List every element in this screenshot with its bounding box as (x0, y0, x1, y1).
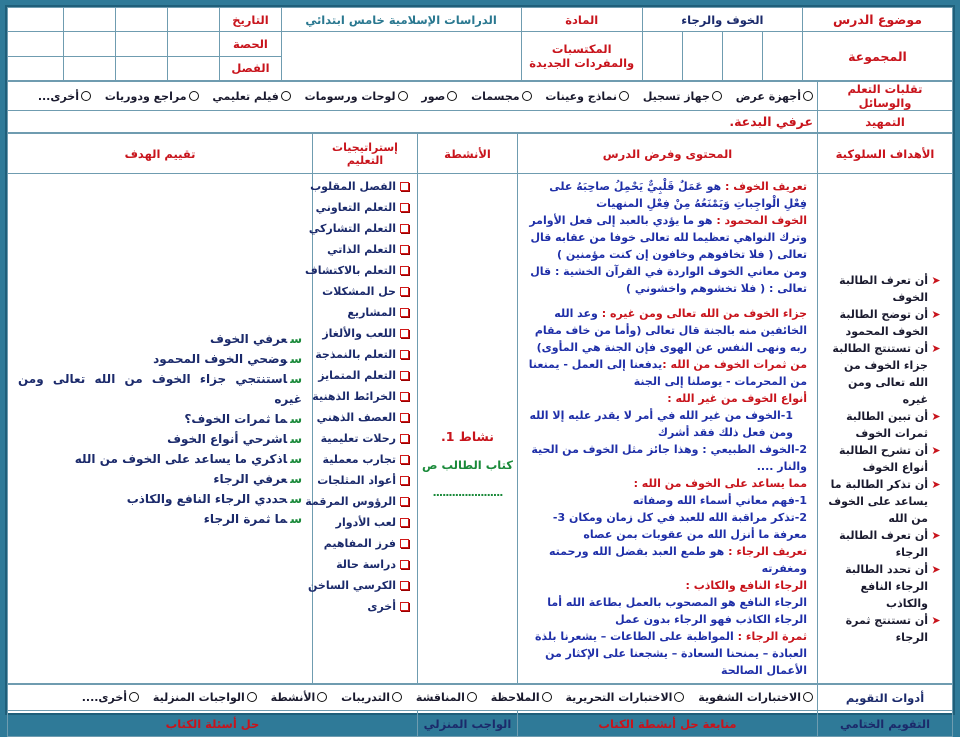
reward-title: جزاء الخوف من الله تعالى ومن غيره : (601, 307, 807, 320)
intro-label: التمهيد (818, 111, 953, 133)
evaluation-item: سعرفي الخوف (210, 331, 302, 346)
strategy-item[interactable]: الرؤوس المرقمة (321, 491, 409, 512)
date-cell-3[interactable] (63, 8, 115, 32)
help-2: 2-تذكر مراقبة الله للعبد في كل زمان ومكان 3-معرفة ما أنزل الله من عقوبات بمن عصاه (552, 511, 807, 541)
tool-option[interactable]: صور (421, 90, 457, 103)
header-table (7, 7, 953, 81)
arrow-icon: ➤ (931, 443, 941, 457)
checkbox-icon[interactable] (400, 455, 409, 464)
date-cell-2[interactable] (115, 8, 167, 32)
checkbox-icon[interactable] (400, 350, 409, 359)
strategy-item[interactable]: رحلات تعليمية (321, 428, 409, 449)
evaluation-item: ساشرحي أنواع الخوف (167, 431, 302, 446)
strategy-item[interactable]: لعب الأدوار (321, 512, 409, 533)
radio-icon (522, 91, 532, 101)
evaluation-item: سوضحي الخوف المحمود (153, 351, 302, 366)
evaluation-item: سما ثمرات الخوف؟ (184, 411, 302, 426)
praised-fear-text: هو ما يؤدي بالعبد إلى فعل الأوامر وترك النواهي تعظيما لله تعالى خوفا من عقابه قال تعالى ( فلا تخافوهم وخافون إن كنت مؤمنين ) (529, 214, 807, 261)
praised-fear-title: الخوف المحمود : (716, 214, 807, 227)
fear-type-1: 1-الخوف من غير الله في أمر لا يقدر عليه إلا الله ومن فعل ذلك فقد أشرك (529, 409, 793, 439)
col-evaluation-header: تقييم الهدف (8, 134, 313, 174)
radio-icon (803, 692, 813, 702)
date-cell-1[interactable] (168, 8, 220, 32)
radio-icon (317, 692, 327, 702)
tool-option[interactable]: مجسمات (471, 90, 532, 103)
arrow-icon: ➤ (931, 613, 941, 627)
strategy-item[interactable]: المشاريع (321, 302, 409, 323)
checkbox-icon[interactable] (400, 602, 409, 611)
final-eval-label: التقويم الختامي (818, 711, 953, 737)
goal-item: ➤ أن تعرف الطالبة الخوف (826, 272, 944, 306)
page-dots[interactable]: ...................... (432, 485, 503, 499)
checkbox-icon[interactable] (400, 581, 409, 590)
goal-item: ➤ أن تستنتج الطالبة جزاء الخوف من الله تعالى ومن غيره (826, 340, 944, 408)
lesson-topic-label: موضوع الدرس (802, 8, 952, 32)
radio-icon (398, 91, 408, 101)
strategy-item[interactable]: التعلم بالنمذجة (321, 344, 409, 365)
class-cell-2[interactable] (115, 56, 167, 80)
student-book-page: كتاب الطالب ص (421, 457, 513, 472)
col-activities-header: الأنشطة (418, 134, 518, 174)
radio-icon (247, 692, 257, 702)
period-cell-4[interactable] (8, 32, 64, 56)
strategy-item[interactable]: التعلم بالاكتشاف (321, 260, 409, 281)
arrow-icon: ➤ (931, 528, 941, 542)
activity-label: نشاط 1. (441, 428, 494, 444)
arrow-icon: ➤ (931, 341, 941, 355)
assessment-tools-options (8, 685, 818, 711)
period-cell-1[interactable] (168, 32, 220, 56)
arrow-icon: ➤ (931, 307, 941, 321)
radio-icon (674, 692, 684, 702)
tool-option[interactable]: أجهزة عرض (736, 90, 813, 103)
assessment-option[interactable]: الاختبارات التحريرية (566, 691, 685, 704)
class-cell-3[interactable] (63, 56, 115, 80)
arrow-icon: ➤ (931, 477, 941, 491)
fruits-text: يدفعنا إلى العمل - يمنعنا من المحرمات - يوصلنا إلى الجنة (528, 358, 807, 388)
tools-options (8, 82, 818, 111)
hope-types-title: الرجاء النافع والكاذب : (685, 579, 807, 592)
class-cell-1[interactable] (168, 56, 220, 80)
checkbox-icon[interactable] (400, 413, 409, 422)
radio-icon (467, 692, 477, 702)
evaluation-item: سما ثمرة الرجاء (203, 511, 302, 526)
goal-item: ➤ أن تحدد الطالبة الرجاء النافع والكاذب (826, 561, 944, 612)
strategy-item[interactable]: تجارب معملية (321, 449, 409, 470)
checkbox-icon[interactable] (400, 329, 409, 338)
strategy-item[interactable]: الفصل المقلوب (321, 176, 409, 197)
evaluation-list (12, 329, 308, 529)
arrow-icon: ➤ (931, 409, 941, 423)
footer-table (7, 684, 953, 737)
class-label: الفصل (220, 56, 281, 80)
assessment-option[interactable]: الواجبات المنزلية (153, 691, 257, 704)
strategy-item[interactable]: التعلم التعاوني (321, 197, 409, 218)
hope-title: تعريف الرجاء : (728, 545, 807, 558)
tool-option[interactable]: لوحات ورسومات (305, 90, 408, 103)
help-1: 1-فهم معاني أسماء الله وصفاته (632, 494, 807, 507)
checkbox-icon[interactable] (400, 560, 409, 569)
tools-label: تقلبات التعلم والوسائل (818, 82, 953, 111)
evaluation-item: سحددي الرجاء النافع والكاذب (126, 491, 302, 506)
homework-label: الواجب المنزلي (418, 711, 518, 737)
radio-icon (447, 91, 457, 101)
checkbox-icon[interactable] (400, 434, 409, 443)
goals-cell (818, 174, 953, 684)
col-strategies-header: إستراتيجيات التعليم (313, 134, 418, 174)
radio-icon (392, 692, 402, 702)
strategy-item[interactable]: التعلم المتمايز (321, 365, 409, 386)
tool-option[interactable]: جهاز تسجيل (643, 90, 722, 103)
tool-option[interactable]: أخرى... (38, 90, 91, 103)
tools-table (7, 81, 953, 133)
checkbox-icon[interactable] (400, 182, 409, 191)
checkbox-icon[interactable] (400, 392, 409, 401)
lesson-content (522, 174, 813, 683)
col-goals-header: الأهداف السلوكية (818, 134, 953, 174)
goal-item: ➤ أن توضح الطالبة الخوف المحمود (826, 306, 944, 340)
checkbox-icon[interactable] (400, 476, 409, 485)
reward-text: وعد الله الخائفين منه بالجنة قال تعالى (وأما من خاف مقام ربه ونهى النفس عن الهوى فإن الجنة هي المأوى) (534, 307, 807, 354)
strategy-item[interactable]: العصف الذهني (321, 407, 409, 428)
period-label: الحصة (220, 32, 281, 56)
checkbox-icon[interactable] (400, 203, 409, 212)
tool-option[interactable]: مراجع ودوريات (105, 90, 199, 103)
strategy-item[interactable]: التعلم الذاتي (321, 239, 409, 260)
fear-types-title: أنواع الخوف من غير الله : (667, 392, 807, 405)
fear-type-2: 2-الخوف الطبيعي : وهذا جائز مثل الخوف من الحية والنار .... (531, 443, 807, 473)
subject-value[interactable]: الدراسات الإسلامية خامس ابتدائي (281, 8, 521, 32)
radio-icon (712, 91, 722, 101)
assessment-option[interactable]: المناقشة (416, 691, 477, 704)
goal-item: ➤ أن تبين الطالبة ثمرات الخوف (826, 408, 944, 442)
subject-label: المادة (521, 8, 642, 32)
homework-value[interactable]: حل أسئلة الكتاب (8, 711, 418, 737)
radio-icon (129, 692, 139, 702)
date-cell-4[interactable] (8, 8, 64, 32)
checkbox-icon[interactable] (400, 539, 409, 548)
hope-text: هو طمع العبد بفضل الله ورحمته ومغفرته (548, 545, 807, 575)
radio-icon (803, 91, 813, 101)
checkbox-icon[interactable] (400, 266, 409, 275)
group-cell-1[interactable] (762, 32, 802, 81)
group-label: المجموعة (802, 32, 952, 81)
class-cell-4[interactable] (8, 56, 64, 80)
date-label: التاريخ (220, 8, 281, 32)
assessment-option[interactable]: الاختبارات الشفوية (698, 691, 813, 704)
evaluation-item: ساستنتجي جزاء الخوف من الله تعالى ومن غيره (18, 371, 302, 406)
tool-option[interactable]: فيلم تعليمي (212, 90, 290, 103)
goals-list (822, 212, 948, 646)
radio-icon (542, 692, 552, 702)
period-cell-3[interactable] (63, 32, 115, 56)
strategy-item[interactable]: أخرى (321, 596, 409, 617)
goal-item: ➤ أن تشرح الطالبة أنواع الخوف (826, 442, 944, 476)
checkbox-icon[interactable] (400, 371, 409, 380)
radio-icon (81, 91, 91, 101)
evaluation-item: سعرفي الرجاء (213, 471, 302, 486)
helps-title: مما يساعد على الخوف من الله : (633, 477, 807, 490)
fruits-title: من ثمرات الخوف من الله : (662, 358, 807, 371)
group-cell-4[interactable] (642, 32, 682, 81)
lesson-plan-sheet (5, 5, 955, 731)
period-cell-2[interactable] (115, 32, 167, 56)
evaluation-item: ساذكري ما يساعد على الخوف من الله (74, 451, 302, 466)
fear-meanings-text: ومن معاني الخوف الواردة في القرآن الخشية : قال تعالى : ( فلا تخشوهم واخشوني ) (530, 265, 807, 295)
arrow-icon: ➤ (931, 273, 941, 287)
group-cell-3[interactable] (682, 32, 722, 81)
lesson-topic-value[interactable]: الخوف والرجاء (642, 8, 802, 32)
radio-icon (619, 91, 629, 101)
final-eval-value[interactable]: متابعة حل أنشطة الكتاب (518, 711, 818, 737)
def-fear-title: تعريف الخوف : (725, 180, 807, 193)
radio-icon (189, 91, 199, 101)
checkbox-icon[interactable] (400, 224, 409, 233)
assessment-option[interactable]: الأنشطة (271, 691, 328, 704)
col-content-header: المحتوى وفرض الدرس (518, 134, 818, 174)
checkbox-icon[interactable] (400, 497, 409, 506)
radio-icon (281, 91, 291, 101)
strategy-item[interactable]: حل المشكلات (321, 281, 409, 302)
tool-option[interactable]: نماذج وعينات (545, 90, 629, 103)
checkbox-icon[interactable] (400, 287, 409, 296)
goal-item: ➤ أن تعرف الطالبة الرجاء (826, 527, 944, 561)
content-cell (518, 174, 818, 684)
strategy-item[interactable]: أعواد المثلجات (321, 470, 409, 491)
strategy-item[interactable]: دراسة حالة (321, 554, 409, 575)
strategies-cell (305, 174, 418, 684)
assessment-option[interactable]: التدريبات (341, 691, 402, 704)
goal-item: ➤ أن تذكر الطالبة ما يساعد على الخوف من الله (826, 476, 944, 527)
def-fear-text: هو عَمَلٌ قَلْبِيٌّ يَحْمِلُ صاحِبَهُ على فِعْلِ الْواجِباتِ وَيَمْنَعُهُ مِنْ فِعْلِ المنهيات (549, 180, 807, 210)
strategy-item[interactable]: التعلم التشاركي (321, 218, 409, 239)
intro-value[interactable]: عرفي البدعة. (8, 111, 818, 133)
assessment-tools-label: أدوات التقويم (818, 685, 953, 711)
main-table (7, 133, 953, 684)
vocab-value[interactable] (281, 32, 521, 81)
hope-fruit-text: المواظبة على الطاعات – يشعرنا بلذة العبادة – يمنحنا السعادة – يشجعنا على الإكثار من الأعمال الصالحة (535, 630, 807, 677)
goal-item: ➤ أن تستنتج ثمرة الرجاء (826, 612, 944, 646)
assessment-option[interactable]: الملاحظة (491, 691, 552, 704)
strategy-item[interactable]: فرز المفاهيم (321, 533, 409, 554)
checkbox-icon[interactable] (400, 308, 409, 317)
strategies-list (305, 174, 413, 619)
strategy-item[interactable]: الخرائط الذهنية (321, 386, 409, 407)
evaluation-cell (8, 174, 313, 684)
group-cell-2[interactable] (722, 32, 762, 81)
vocab-label: المكتسبات والمفردات الجديدة (521, 32, 642, 81)
hope-fruit-title: ثمرة الرجاء : (737, 630, 807, 643)
strategy-item[interactable]: اللعب والألغاز (321, 323, 409, 344)
strategy-item[interactable]: الكرسي الساخن (321, 575, 409, 596)
activities-cell (418, 174, 518, 684)
checkbox-icon[interactable] (400, 518, 409, 527)
arrow-icon: ➤ (931, 562, 941, 576)
assessment-option[interactable]: أخرى.... (82, 691, 139, 704)
checkbox-icon[interactable] (400, 245, 409, 254)
hope-types-text: الرجاء النافع هو المصحوب بالعمل بطاعة الله أما الرجاء الكاذب فهو الرجاء بدون عمل (547, 596, 807, 626)
